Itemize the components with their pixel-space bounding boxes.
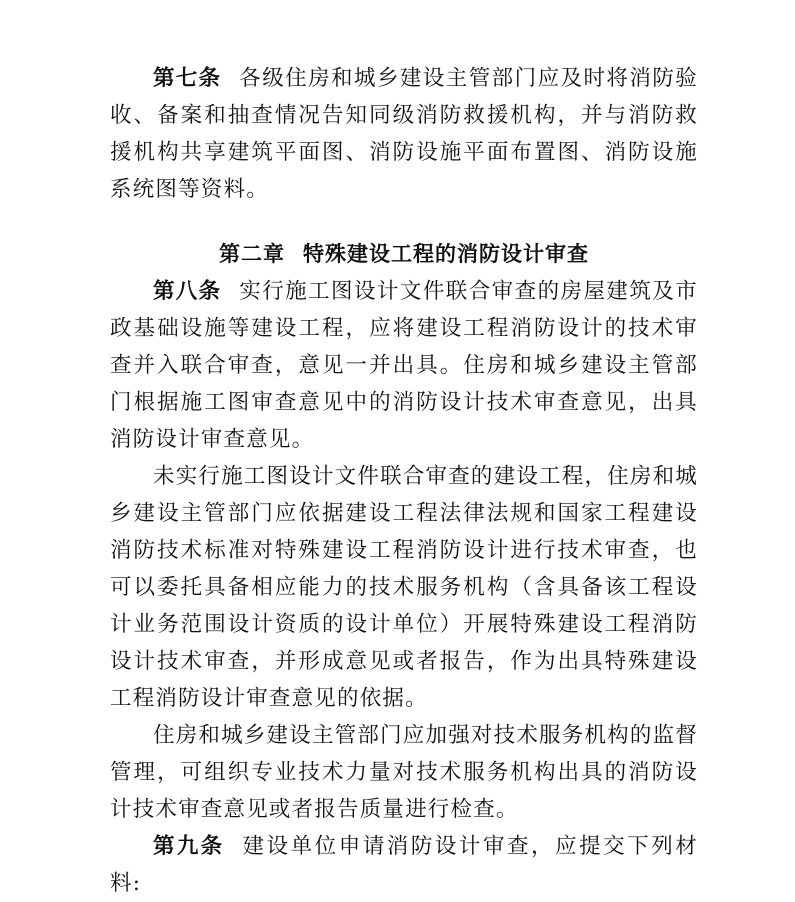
article-8-paragraph (110, 273, 698, 458)
article-8-paragraph-3: 住房和城乡建设主管部门应加强对技术服务机构的监督管理，可组织专业技术力量对技术服务机构出具的消防设计技术审查意见或者报告质量进行检查。 (110, 723, 698, 822)
article-9-text: 建设单位申请消防设计审查，应提交下列材料: (110, 834, 698, 896)
chapter-2-number: 第二章 (219, 242, 285, 266)
chapter-2-title: 特殊建设工程的消防设计审查 (303, 242, 589, 266)
article-9-paragraph (110, 828, 698, 902)
document-page (110, 60, 698, 902)
article-8-paragraph-2: 未实行施工图设计文件联合审查的建设工程，住房和城乡建设主管部门应依据建设工程法律法规和国家工程建设消防技术标准对特殊建设工程消防设计进行技术审查，也可以委托具备相应能力的技术服务机构（含具备该工程设计业务范围设计资质的设计单位）开展特殊建设工程消防设计技术审查，并形成意见或者报告，作为出具特殊建设工程消防设计审查意见的依据。 (110, 464, 698, 711)
article-7-text: 各级住房和城乡建设主管部门应及时将消防验收、备案和抽查情况告知同级消防救援机构，并与消防救援机构共享建筑平面图、消防设施平面布置图、消防设施系统图等资料。 (110, 66, 698, 202)
article-7-label: 第七条 (153, 66, 222, 91)
article-9-label: 第九条 (153, 834, 225, 859)
article-7-paragraph (110, 60, 698, 208)
article-8-label: 第八条 (153, 279, 222, 304)
article-8-text: 实行施工图设计文件联合审查的房屋建筑及市政基础设施等建设工程，应将建设工程消防设计的技术审查并入联合审查，意见一并出具。住房和城乡建设主管部门根据施工图审查意见中的消防设计技术审查意见，出具消防设计审查意见。 (110, 279, 698, 452)
chapter-2-heading (110, 236, 698, 273)
